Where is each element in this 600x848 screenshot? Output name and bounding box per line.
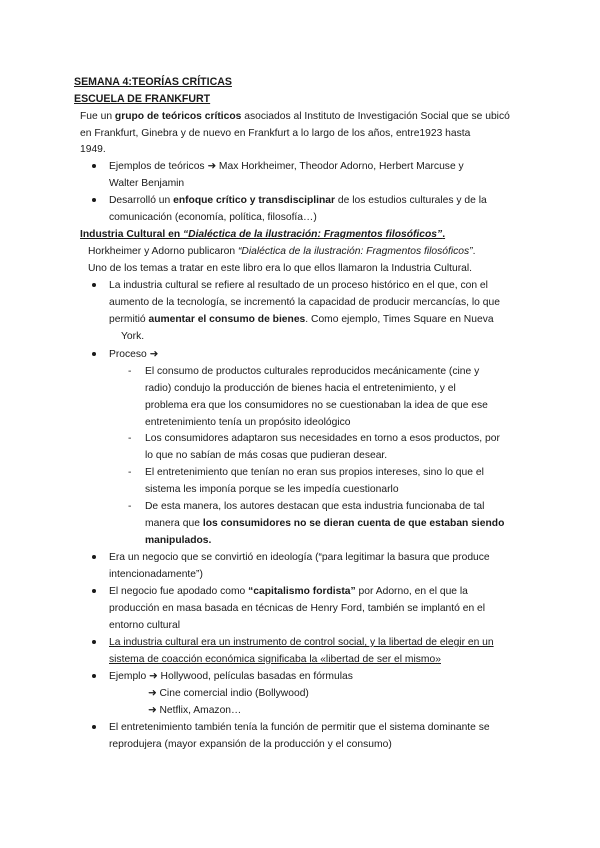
bullet-definition-line-3: permitió aumentar el consumo de bienes. Como ejemplo, Times Square en Nueva (109, 314, 494, 325)
dash-marker: - (128, 467, 132, 478)
dash-needs-line-2: lo que no sabían de más cosas que pudieran desear. (145, 450, 388, 461)
bullet-ideology-line-2: intencionadamente”) (109, 569, 203, 580)
bullet-dot (92, 164, 96, 168)
intro-line-2: en Frankfurt, Ginebra y de nuevo en Frankfurt a lo largo de los años, entre1923 hasta (80, 128, 471, 139)
bullet-definition-line-2: aumento de la tecnología, se incrementó la capacidad de producir mercancías, lo que (109, 297, 500, 308)
bullet-dot (92, 640, 96, 644)
bullet-dot (92, 589, 96, 593)
bullet-definition-line-4: York. (121, 331, 145, 342)
bullet-dot (92, 198, 96, 202)
bullet-reproduction-line-1: El entretenimiento también tenía la función de permitir que el sistema dominante se (109, 722, 490, 733)
bullet-approach-line-2: comunicación (economía, política, filosofía…) (109, 212, 317, 223)
bullet-process: Proceso ➜ (109, 349, 159, 360)
bullet-dot (92, 674, 96, 678)
bullet-social-control-line-1: La industria cultural era un instrumento de control social, y la libertad de elegir en un (109, 637, 494, 648)
dash-manipulation-line-3: manipulados. (145, 535, 212, 546)
bullet-fordism-line-2: producción en masa basada en técnicas de Henry Ford, también se implantó en el (109, 603, 486, 614)
para-publication-line-1: Horkheimer y Adorno publicaron “Dialéctica de la ilustración: Fragmentos filosóficos”. (88, 246, 476, 257)
dash-consumption-line-1: El consumo de productos culturales reproducidos mecánicamente (cine y (145, 366, 480, 377)
bullet-definition-line-1: La industria cultural se refiere al resultado de un proceso histórico en el que, con el (109, 280, 488, 291)
dash-marker: - (128, 501, 132, 512)
dash-manipulation-line-2: manera que los consumidores no se dieran cuenta de que estaban siendo (145, 518, 505, 529)
bullet-example-line-1: Ejemplo ➜ Hollywood, películas basadas en fórmulas (109, 671, 353, 682)
bullet-dot (92, 352, 96, 356)
bullet-fordism-line-1: El negocio fue apodado como “capitalismo fordista” por Adorno, en el que la (109, 586, 468, 597)
dash-consumption-line-3: problema era que los consumidores no se cuestionaban la idea de que ese (145, 400, 488, 411)
bullet-example-line-2: ➜ Cine comercial indio (Bollywood) (148, 688, 309, 699)
intro-line-1: Fue un grupo de teóricos críticos asociados al Instituto de Investigación Social que se ubicó (80, 111, 510, 122)
bullet-theorists-line-2: Walter Benjamin (109, 178, 185, 189)
para-publication-line-2: Uno de los temas a tratar en este libro era lo que ellos llamaron la Industria Cultural. (88, 263, 473, 274)
dash-consumption-line-4: entretenimiento tenía un propósito ideológico (145, 417, 351, 428)
bullet-approach-line-1: Desarrolló un enfoque crítico y transdisciplinar de los estudios culturales y de la (109, 195, 487, 206)
bullet-theorists-line-1: Ejemplos de teóricos ➜ Max Horkheimer, Theodor Adorno, Herbert Marcuse y (109, 161, 464, 172)
bullet-dot (92, 725, 96, 729)
heading-escuela: ESCUELA DE FRANKFURT (74, 93, 211, 105)
bullet-dot (92, 283, 96, 287)
bullet-reproduction-line-2: reprodujera (mayor expansión de la producción y el consumo) (109, 739, 392, 750)
section-heading-industria-cultural: Industria Cultural en “Dialéctica de la ilustración: Fragmentos filosóficos”. (80, 229, 446, 240)
bullet-fordism-line-3: entorno cultural (109, 620, 180, 631)
bullet-dot (92, 555, 96, 559)
intro-line-3: 1949. (80, 144, 106, 155)
dash-consumption-line-2: radio) condujo la producción de bienes hacia el entretenimiento, y el (145, 383, 456, 394)
bullet-social-control-line-2: sistema de coacción económica significaba la «libertad de ser el mismo» (109, 654, 441, 665)
dash-entertainment-line-1: El entretenimiento que tenían no eran sus propios intereses, sino lo que el (145, 467, 484, 478)
dash-marker: - (128, 433, 132, 444)
bullet-example-line-3: ➜ Netflix, Amazon… (148, 705, 242, 716)
heading-semana: SEMANA 4:TEORÍAS CRÍTICAS (74, 76, 232, 88)
dash-needs-line-1: Los consumidores adaptaron sus necesidades en torno a esos productos, por (145, 433, 500, 444)
bullet-ideology-line-1: Era un negocio que se convirtió en ideología (“para legitimar la basura que produce (109, 552, 490, 563)
dash-manipulation-line-1: De esta manera, los autores destacan que esta industria funcionaba de tal (145, 501, 485, 512)
dash-entertainment-line-2: sistema les imponía porque se les impedía cuestionarlo (145, 484, 399, 495)
dash-marker: - (128, 366, 132, 377)
